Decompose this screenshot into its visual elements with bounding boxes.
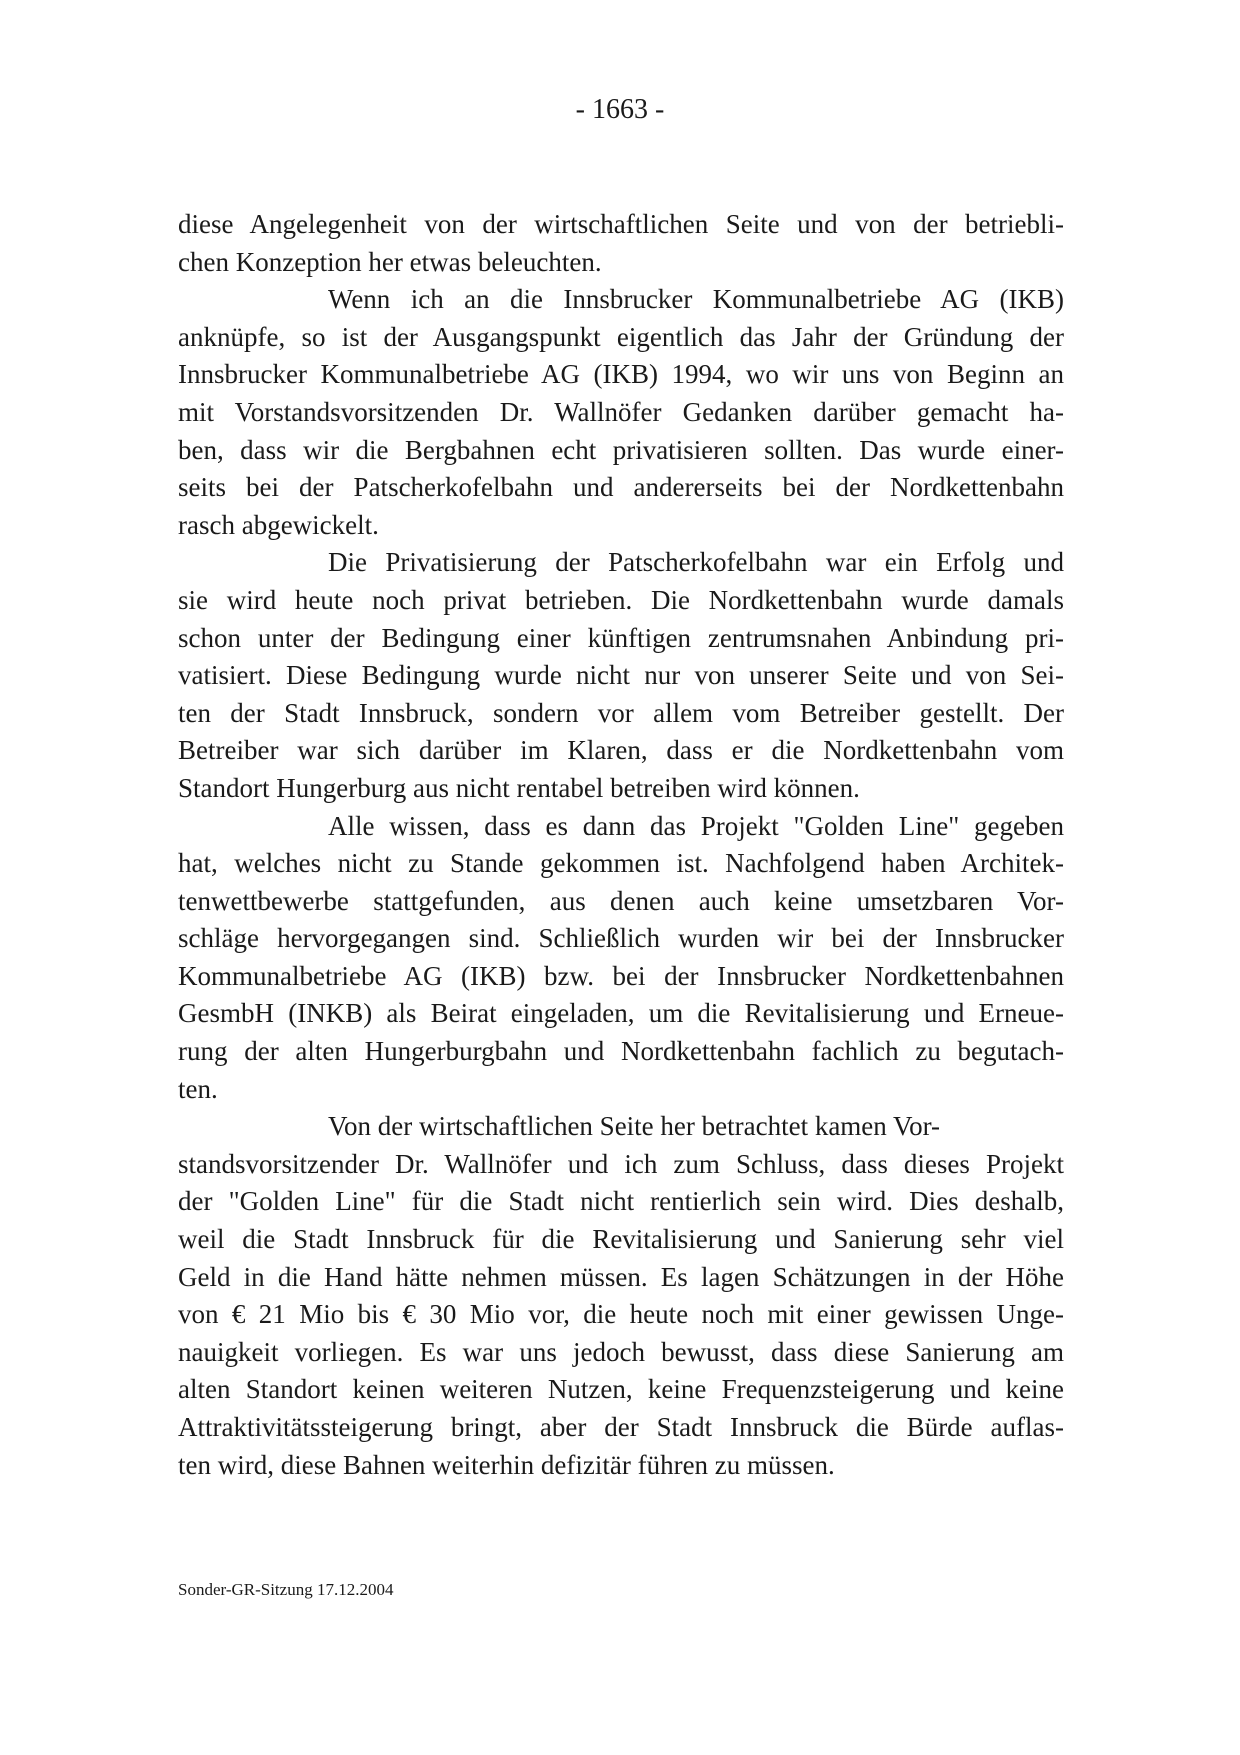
text-line: ten. (178, 1073, 218, 1104)
text-line: Betreiber war sich darüber im Klaren, dass er die Nordkettenbahn vom (178, 735, 1064, 766)
text-line: Kommunalbetriebe AG (IKB) bzw. bei der Innsbrucker Nordkettenbahnen (178, 960, 1064, 991)
text-line: seits bei der Patscherkofelbahn und andererseits bei der Nordkettenbahn (178, 472, 1064, 503)
text-line: Wenn ich an die Innsbrucker Kommunalbetriebe AG (IKB) (328, 284, 1064, 315)
text-line: vatisiert. Diese Bedingung wurde nicht nur von unserer Seite und von Sei- (178, 660, 1064, 691)
text-line: schon unter der Bedingung einer künftigen zentrumsnahen Anbindung pri- (178, 622, 1064, 653)
text-line: Standort Hungerburg aus nicht rentabel betreiben wird können. (178, 772, 860, 803)
text-line: Von der wirtschaftlichen Seite her betrachtet kamen Vor- (328, 1111, 941, 1142)
text-line: chen Konzeption her etwas beleuchten. (178, 246, 602, 277)
text-line: anknüpfe, so ist der Ausgangspunkt eigentlich das Jahr der Gründung der (178, 321, 1064, 352)
text-line: Alle wissen, dass es dann das Projekt "Golden Line" gegeben (328, 810, 1064, 841)
text-line: standsvorsitzender Dr. Wallnöfer und ich zum Schluss, dass dieses Projekt (178, 1148, 1064, 1179)
text-line: sie wird heute noch privat betrieben. Die Nordkettenbahn wurde damals (178, 584, 1064, 615)
text-line: der "Golden Line" für die Stadt nicht rentierlich sein wird. Dies deshalb, (178, 1186, 1064, 1217)
text-line: schläge hervorgegangen sind. Schließlich wurden wir bei der Innsbrucker (178, 923, 1064, 954)
footer-session-label: Sonder-GR-Sitzung 17.12.2004 (178, 1580, 394, 1599)
text-line: tenwettbewerbe stattgefunden, aus denen auch keine umsetzbaren Vor- (178, 885, 1064, 916)
text-line: GesmbH (INKB) als Beirat eingeladen, um die Revitalisierung und Erneue- (178, 998, 1064, 1029)
text-line: diese Angelegenheit von der wirtschaftlichen Seite und von der betriebli- (178, 209, 1064, 239)
text-line: nauigkeit vorliegen. Es war uns jedoch bewusst, dass diese Sanierung am (178, 1336, 1064, 1367)
text-line: Die Privatisierung der Patscherkofelbahn war ein Erfolg und (328, 547, 1064, 578)
body-text (178, 206, 1064, 1484)
text-line: alten Standort keinen weiteren Nutzen, keine Frequenzsteigerung und keine (178, 1374, 1064, 1405)
text-line: ben, dass wir die Bergbahnen echt privatisieren sollten. Das wurde einer- (178, 434, 1064, 465)
text-line: hat, welches nicht zu Stande gekommen ist. Nachfolgend haben Architek- (178, 848, 1064, 879)
text-line: Attraktivitätssteigerung bringt, aber der Stadt Innsbruck die Bürde auflas- (178, 1412, 1064, 1442)
text-line: Geld in die Hand hätte nehmen müssen. Es lagen Schätzungen in der Höhe (178, 1261, 1064, 1292)
text-line: ten wird, diese Bahnen weiterhin defizitär führen zu müssen. (178, 1449, 835, 1480)
text-line: weil die Stadt Innsbruck für die Revitalisierung und Sanierung sehr viel (178, 1224, 1064, 1255)
page-number: - 1663 - (575, 94, 665, 125)
text-line: mit Vorstandsvorsitzenden Dr. Wallnöfer Gedanken darüber gemacht ha- (178, 396, 1064, 427)
text-line: rung der alten Hungerburgbahn und Nordkettenbahn fachlich zu begutach- (178, 1036, 1064, 1067)
text-line: rasch abgewickelt. (178, 509, 379, 540)
text-line: von € 21 Mio bis € 30 Mio vor, die heute noch mit einer gewissen Unge- (178, 1299, 1064, 1330)
text-line: Innsbrucker Kommunalbetriebe AG (IKB) 1994, wo wir uns von Beginn an (178, 359, 1064, 390)
text-line: ten der Stadt Innsbruck, sondern vor allem vom Betreiber gestellt. Der (178, 697, 1064, 728)
